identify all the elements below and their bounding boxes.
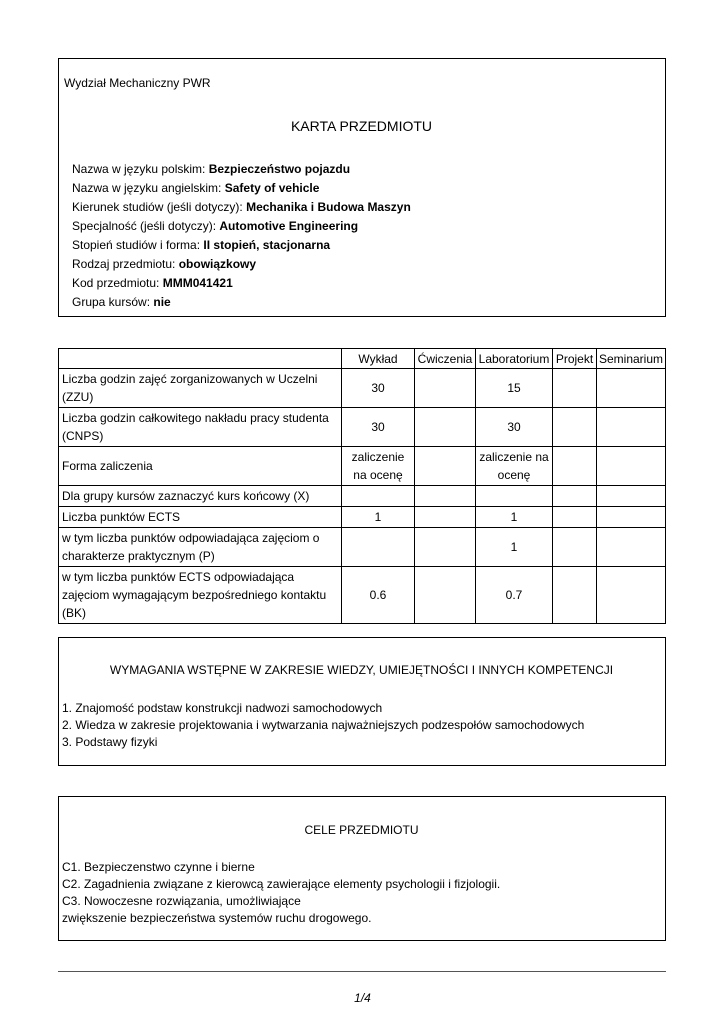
table-cell xyxy=(415,567,476,624)
list-item: 2. Wiedza w zakresie projektowania i wytwarzania najważniejszych podzespołów samochodowych xyxy=(62,718,585,732)
table-cell xyxy=(415,447,476,486)
course-type: Rodzaj przedmiotu: obowiązkowy xyxy=(72,257,257,271)
list-item: zwiększenie bezpieczeństwa systemów ruchu drogowego. xyxy=(62,911,372,925)
row-label: w tym liczba punktów odpowiadająca zajęciom o charakterze praktycznym (P) xyxy=(59,528,342,567)
row-label: Liczba godzin całkowitego nakładu pracy studenta (CNPS) xyxy=(59,408,342,447)
row-label: Dla grupy kursów zaznaczyć kurs końcowy (X) xyxy=(59,486,342,507)
table-cell xyxy=(553,369,597,408)
table-row xyxy=(59,567,666,624)
table-row xyxy=(59,486,666,507)
table-cell xyxy=(415,528,476,567)
table-cell xyxy=(342,528,415,567)
column-header-laboratory: Laboratorium xyxy=(476,349,553,369)
table-row xyxy=(59,528,666,567)
course-name-pl: Nazwa w języku polskim: Bezpieczeństwo pojazdu xyxy=(72,162,351,176)
table-header-empty xyxy=(59,349,342,369)
course-name-en: Nazwa w języku angielskim: Safety of vehicle xyxy=(72,181,320,195)
table-row xyxy=(59,408,666,447)
column-header-seminar: Seminarium xyxy=(597,349,666,369)
table-cell: 15 xyxy=(476,369,553,408)
table-cell: 1 xyxy=(476,528,553,567)
table-cell: 0.6 xyxy=(342,567,415,624)
table-cell xyxy=(415,486,476,507)
list-item: C1. Bezpieczenstwo czynne i bierne xyxy=(62,860,255,874)
column-header-project: Projekt xyxy=(553,349,597,369)
list-item: 3. Podstawy fizyki xyxy=(62,735,158,749)
course-group: Grupa kursów: nie xyxy=(72,295,171,309)
row-label: Liczba punktów ECTS xyxy=(59,507,342,528)
column-header-lecture: Wykład xyxy=(342,349,415,369)
course-code: Kod przedmiotu: MMM041421 xyxy=(72,276,233,290)
hours-table xyxy=(58,348,666,624)
table-cell xyxy=(553,486,597,507)
table-cell: 30 xyxy=(342,408,415,447)
table-cell xyxy=(415,507,476,528)
row-label: Forma zaliczenia xyxy=(59,447,342,486)
list-item: 1. Znajomość podstaw konstrukcji nadwozi samochodowych xyxy=(62,701,383,715)
row-label: w tym liczba punktów ECTS odpowiadająca zajęciom wymagającym bezpośredniego kontaktu (BK) xyxy=(59,567,342,624)
table-cell xyxy=(597,567,666,624)
document-title: KARTA PRZEDMIOTU xyxy=(290,118,433,134)
table-cell: zaliczenie na ocenę xyxy=(476,447,553,486)
field-of-study: Kierunek studiów (jeśli dotyczy): Mechanika i Budowa Maszyn xyxy=(72,200,411,214)
table-cell xyxy=(553,528,597,567)
table-cell xyxy=(597,369,666,408)
table-row xyxy=(59,507,666,528)
table-cell xyxy=(597,528,666,567)
table-cell: 1 xyxy=(342,507,415,528)
page-number: 1/4 xyxy=(354,991,371,1005)
table-cell xyxy=(553,447,597,486)
table-cell xyxy=(415,369,476,408)
course-info xyxy=(72,160,411,312)
table-cell xyxy=(597,447,666,486)
prerequisites-list xyxy=(62,700,584,751)
prerequisites-title: WYMAGANIA WSTĘPNE W ZAKRESIE WIEDZY, UMIEJĘTNOŚCI I INNYCH KOMPETENCJI xyxy=(109,663,614,677)
table-header-row xyxy=(59,349,666,369)
table-row xyxy=(59,447,666,486)
table-cell xyxy=(553,507,597,528)
table-cell xyxy=(553,408,597,447)
table-cell xyxy=(597,408,666,447)
table-cell: 1 xyxy=(476,507,553,528)
study-level: Stopień studiów i forma: II stopień, stacjonarna xyxy=(72,238,331,252)
table-cell: 30 xyxy=(476,408,553,447)
specialization: Specjalność (jeśli dotyczy): Automotive Engineering xyxy=(72,219,359,233)
table-cell: zaliczenie na ocenę xyxy=(342,447,415,486)
table-cell xyxy=(342,486,415,507)
objectives-list xyxy=(62,859,500,927)
table-row xyxy=(59,369,666,408)
faculty-name: Wydział Mechaniczny PWR xyxy=(64,76,211,90)
list-item: C2. Zagadnienia związane z kierowcą zawierające elementy psychologii i fizjologii. xyxy=(62,877,501,891)
row-label: Liczba godzin zajęć zorganizowanych w Uczelni (ZZU) xyxy=(59,369,342,408)
objectives-title: CELE PRZEDMIOTU xyxy=(304,823,419,837)
table-cell: 0.7 xyxy=(476,567,553,624)
table-cell: 30 xyxy=(342,369,415,408)
list-item: C3. Nowoczesne rozwiązania, umożliwiające xyxy=(62,894,301,908)
footer-divider xyxy=(58,971,666,972)
table-cell xyxy=(553,567,597,624)
table-cell xyxy=(597,486,666,507)
table-cell xyxy=(476,486,553,507)
column-header-exercises: Ćwiczenia xyxy=(415,349,476,369)
table-cell xyxy=(415,408,476,447)
table-cell xyxy=(597,507,666,528)
